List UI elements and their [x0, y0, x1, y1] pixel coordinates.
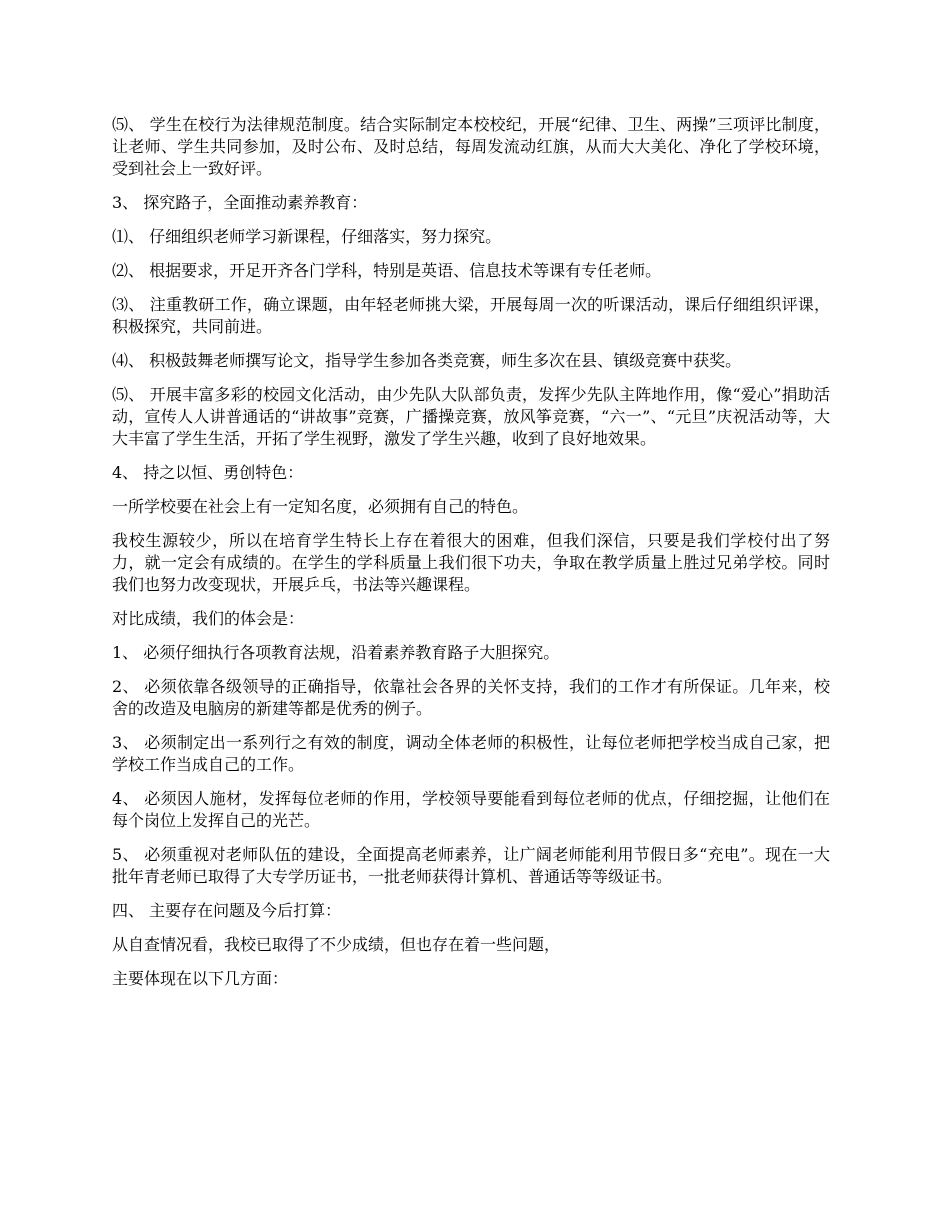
- paragraph: 3、 必须制定出一系列行之有效的制度，调动全体老师的积极性，让每位老师把学校当成自己家，把学校工作当成自己的工作。: [112, 733, 830, 774]
- paragraph: 1、 必须仔细执行各项教育法规，沿着素养教育路子大胆探究。: [112, 643, 560, 662]
- paragraph: 我校生源较少，所以在培育学生特长上存在着很大的困难，但我们深信，只要是我们学校付出了努力，就一定会有成绩的。在学生的学科质量上我们很下功夫，争取在教学质量上胜过兄弟学校。同时我们也努力改变现状，开展乒乓，书法等兴趣课程。: [112, 531, 830, 594]
- paragraph: ⑶、 注重教研工作，确立课题，由年轻老师挑大梁，开展每周一次的听课活动，课后仔细组织评课，积极探究，共同前进。: [112, 295, 830, 336]
- section-heading: 四、 主要存在问题及今后打算：: [112, 901, 342, 920]
- document-body: [112, 114, 830, 1002]
- paragraph: 5、 必须重视对老师队伍的建设，全面提高老师素养，让广阔老师能利用节假日多“充电”。现在一大批年青老师已取得了大专学历证书，一批老师获得计算机、普通话等等级证书。: [112, 845, 830, 886]
- paragraph: 一所学校要在社会上有一定知名度，必须拥有自己的特色。: [112, 497, 529, 516]
- paragraph: 从自查情况看，我校已取得了不少成绩，但也存在着一些问题，: [112, 935, 561, 954]
- paragraph: ⑷、 积极鼓舞老师撰写论文，指导学生参加各类竞赛，师生多次在县、镇级竞赛中获奖。: [112, 351, 742, 370]
- paragraph: ⑸、 开展丰富多彩的校园文化活动，由少先队大队部负责，发挥少先队主阵地作用，像“爱心”捐助活动，宣传人人讲普通话的“讲故事”竞赛，广播操竞赛，放风筝竞赛，“六一”、“元旦”庆祝活动等，大大丰富了学生生活，开拓了学生视野，激发了学生兴趣，收到了良好地效果。: [112, 385, 830, 448]
- paragraph: ⑵、 根据要求，开足开齐各门学科，特别是英语、信息技术等课有专任老师。: [112, 261, 662, 280]
- paragraph: 主要体现在以下几方面：: [112, 969, 289, 988]
- section-heading: 3、 探究路子，全面推动素养教育：: [112, 193, 368, 212]
- paragraph: 4、 必须因人施材，发挥每位老师的作用，学校领导要能看到每位老师的优点，仔细挖掘，让他们在每个岗位上发挥自己的光芒。: [112, 789, 830, 830]
- paragraph: ⑸、 学生在校行为法律规范制度。结合实际制定本校校纪，开展“纪律、卫生、两操”三项评比制度，让老师、学生共同参加，及时公布、及时总结，每周发流动红旗，从而大大美化、净化了学校环境，受到社会上一致好评。: [112, 115, 830, 178]
- section-heading: 4、 持之以恒、勇创特色：: [112, 463, 304, 482]
- paragraph: 对比成绩，我们的体会是：: [112, 609, 305, 628]
- paragraph: ⑴、 仔细组织老师学习新课程，仔细落实，努力探究。: [112, 227, 502, 246]
- paragraph: 2、 必须依靠各级领导的正确指导，依靠社会各界的关怀支持，我们的工作才有所保证。几年来，校舍的改造及电脑房的新建等都是优秀的例子。: [112, 677, 830, 718]
